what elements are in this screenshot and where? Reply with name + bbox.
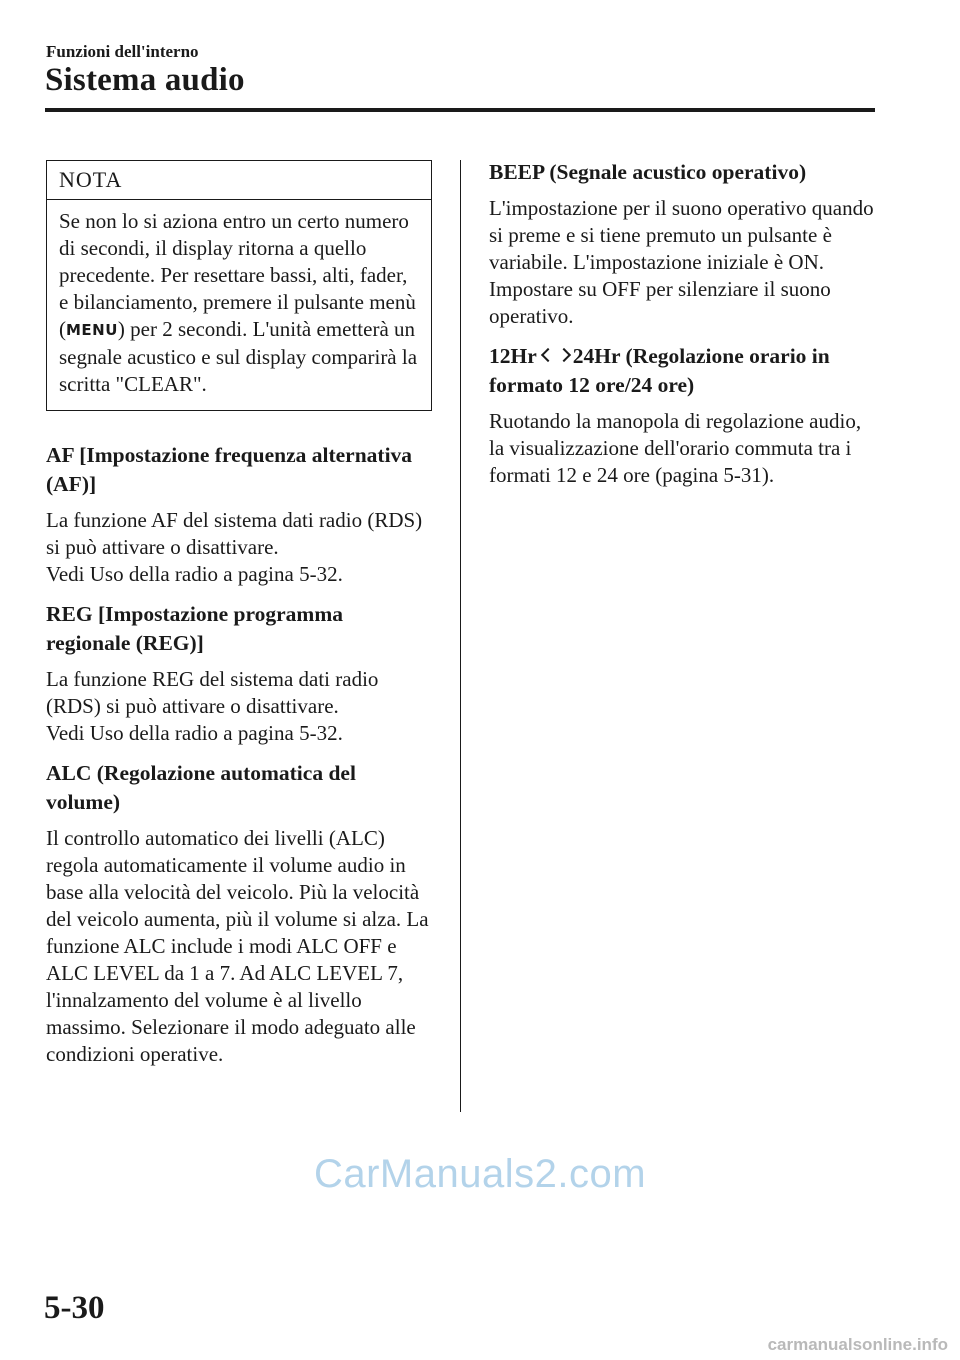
section-beep (489, 158, 875, 330)
section-reg-body (46, 666, 432, 747)
section-12-24hr-body: Ruotando la manopola di regolazione audio, la visualizzazione dell'orario commuta tra i formati 12 e 24 ore (pagina 5-31). (489, 409, 862, 487)
heading-24hr: 24Hr (Regolazione orario in formato 12 ore/24 ore) (489, 344, 830, 397)
heading-12hr: 12Hr (489, 344, 537, 368)
section-af-ref: Vedi Uso della radio a pagina 5-32. (46, 562, 343, 586)
section-12-24hr-heading (489, 342, 875, 400)
section-beep-heading: BEEP (Segnale acustico operativo) (489, 160, 807, 184)
section-reg-ref: Vedi Uso della radio a pagina 5-32. (46, 721, 343, 745)
right-column (489, 158, 875, 501)
watermark-logo: CarManuals2.com (313, 1152, 647, 1196)
note-heading: NOTA (47, 161, 431, 200)
note-box (46, 160, 432, 411)
section-label: Funzioni dell'interno (46, 42, 199, 61)
note-text (47, 200, 431, 410)
left-column (46, 160, 432, 1080)
section-beep-body: L'impostazione per il suono operativo quando si preme e si tiene premuto un pulsante è variabile. L'impostazione iniziale è ON. Impostare su OFF per silenziare il suono operativo. (489, 196, 874, 328)
section-alc-body: Il controllo automatico dei livelli (ALC) regola automaticamente il volume audio in base alla velocità del veicolo. Più la velocità del veicolo aumenta, più il volume si alza. La funzione ALC include i modi ALC OFF e ALC LEVEL da 1 a 7. Ad ALC LEVEL 7, l'innalzamento del volume è al livello massimo. Selezionare il modo adeguato alle condizioni operative. (46, 826, 429, 1066)
section-af-heading: AF [Impostazione frequenza alternativa (AF)] (46, 443, 413, 496)
column-divider (460, 160, 461, 1112)
section-alc-heading: ALC (Regolazione automatica del volume) (46, 761, 356, 814)
chevron-right-icon (557, 348, 571, 362)
section-reg-heading: REG [Impostazione programma regionale (REG)] (46, 602, 344, 655)
note-text-before: Se non lo si aziona entro un certo numero di secondi, il display ritorna a quello precedente. Per resettare bassi, alti, fader, e bilanciamento, premere il pulsante menù ( (59, 209, 416, 341)
note-text-after: ) per 2 secondi. L'unità emetterà un segnale acustico e sul display comparirà la scritta "CLEAR". (59, 317, 418, 396)
section-af (46, 441, 432, 588)
section-af-body (46, 507, 432, 588)
section-reg-text: La funzione REG del sistema dati radio (RDS) si può attivare o disattivare. (46, 667, 379, 718)
title-rule (45, 108, 875, 112)
site-watermark: carmanualsonline.info (767, 1335, 948, 1354)
page-title: Sistema audio (45, 62, 245, 98)
chevron-left-icon (541, 348, 555, 362)
section-af-text: La funzione AF del sistema dati radio (RDS) si può attivare o disattivare. (46, 508, 423, 559)
menu-key-icon: MENU (66, 321, 118, 339)
section-alc (46, 759, 432, 1068)
section-12-24hr (489, 342, 875, 489)
page-number: 5-30 (44, 1290, 105, 1326)
section-reg (46, 600, 432, 747)
